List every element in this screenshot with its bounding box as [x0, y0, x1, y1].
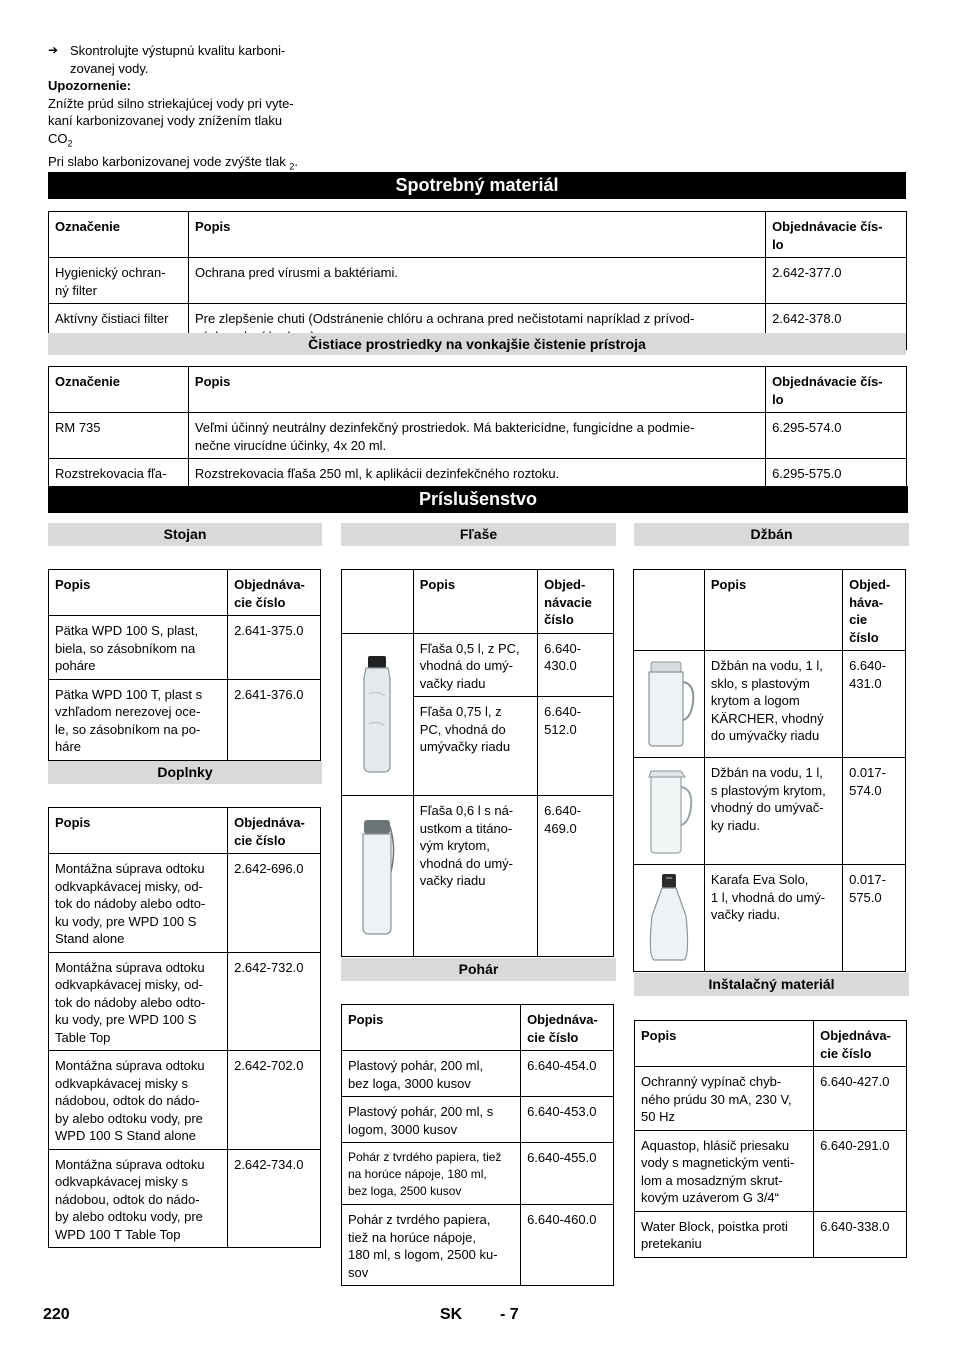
cell-order-number: 6.640- 431.0: [843, 651, 906, 758]
cell-order-number: 6.640-460.0: [521, 1205, 614, 1286]
cell-description: Ochrana pred vírusmi a baktériami.: [188, 258, 765, 304]
table-header: [49, 570, 321, 616]
supplements-table: [48, 807, 321, 1248]
cell-order-number: 2.642-378.0: [766, 304, 907, 350]
table-row: [635, 1067, 907, 1131]
bottle-image-cell: [342, 633, 414, 796]
cell-description: Fľaša 0,75 l, z PC, vhodná do umývačky riadu: [413, 697, 537, 796]
bottles-table: [341, 569, 614, 957]
cell-description: Montážna súprava odtoku odkvapkávacej misky, od- tok do nádoby alebo odto- ku vody, pre WPD 100 S Table Top: [49, 952, 228, 1051]
table-header: [49, 808, 321, 854]
cell-name: Hygienický ochran- ný filter: [49, 258, 189, 304]
cell-description: Montážna súprava odtoku odkvapkávacej misky, od- tok do nádoby alebo odto- ku vody, pre WPD 100 S Stand alone: [49, 854, 228, 953]
cups-table: [341, 1004, 614, 1286]
table-row: [49, 952, 321, 1051]
cell-order-number: 6.640- 430.0: [538, 633, 614, 697]
table-header: [49, 212, 907, 258]
cell-order-number: 2.642-696.0: [228, 854, 321, 953]
cell-description: Water Block, poistka proti pretekaniu: [635, 1211, 814, 1257]
col-header: Objednáva- cie číslo: [814, 1021, 907, 1067]
table-row: [49, 679, 321, 760]
cell-order-number: 0.017- 575.0: [843, 865, 906, 972]
stand-title: Stojan: [48, 523, 322, 546]
cell-order-number: 6.640-291.0: [814, 1130, 907, 1211]
table-row: [342, 1097, 614, 1143]
bottle-image-cell: [342, 796, 414, 957]
note-co2: $CO_2$: [48, 130, 73, 149]
col-header: Označenie: [49, 212, 189, 258]
table-row: [342, 796, 614, 957]
table-header: [635, 1021, 907, 1067]
table-row: [342, 1205, 614, 1286]
cell-order-number: 6.640-427.0: [814, 1067, 907, 1131]
col-header: Popis: [635, 1021, 814, 1067]
cups-title: Pohár: [341, 958, 616, 981]
table-row: [49, 616, 321, 680]
col-header: Popis: [49, 570, 228, 616]
table-header: [342, 1005, 614, 1051]
col-header: Objednáva- cie číslo: [228, 570, 321, 616]
cell-description: Veľmi účinný neutrálny dezinfekčný prostriedok. Má baktericídne, fungicídne a podmie- nečne virucídne účinky, 4x 20 ml.: [188, 413, 765, 459]
table-row: [634, 651, 906, 758]
col-header: Popis: [413, 570, 537, 634]
table-row: [49, 413, 907, 459]
jugs-table: [633, 569, 906, 972]
col-header: Objednáva- cie číslo: [228, 808, 321, 854]
cell-description: Pätka WPD 100 T, plast s vzhľadom nerezovej oce- le, so zásobníkom na po- háre: [49, 679, 228, 760]
col-header-image: [342, 570, 414, 634]
cleaning-agents-table: [48, 366, 907, 505]
water-bottle-icon: [355, 816, 399, 936]
arrow-right-icon: ➔: [48, 43, 59, 57]
cell-description: Pohár z tvrdého papiera, tiež na horúce nápoje, 180 ml, bez loga, 2500 kusov: [342, 1143, 521, 1205]
table-row: [634, 758, 906, 865]
plastic-lid-jug-icon: [641, 765, 697, 857]
cell-order-number: 6.640-455.0: [521, 1143, 614, 1205]
accessories-title: Príslušenstvo: [48, 486, 908, 513]
table-row: [49, 258, 907, 304]
table-header: [49, 367, 907, 413]
glass-jug-icon: [641, 658, 697, 750]
cell-description: Aquastop, hlásič priesaku vody s magnetickým venti- lom a mosadzným skrut- kovým uzáverom G 3/4“: [635, 1130, 814, 1211]
cell-order-number: 6.640-453.0: [521, 1097, 614, 1143]
note-label: Upozornenie:: [48, 78, 132, 93]
table-row: [635, 1211, 907, 1257]
cell-order-number: 6.295-574.0: [766, 413, 907, 459]
cell-order-number: 6.295-575.0: [766, 459, 907, 505]
table-row: [342, 1051, 614, 1097]
cell-order-number: 2.641-376.0: [228, 679, 321, 760]
cell-description: Pre zlepšenie chuti (Odstránenie chlóru a ochrana pred nečistotami napríklad z prívod-: [188, 304, 765, 350]
note-line-2: kaní karbonizovanej vody znížením tlaku: [48, 113, 283, 128]
col-header: Popis: [342, 1005, 521, 1051]
jug-image-cell: [634, 651, 705, 758]
col-header: Objednáva- cie číslo: [521, 1005, 614, 1051]
language-code: SK: [440, 1306, 463, 1323]
col-header: Objed- návacie číslo: [538, 570, 614, 634]
cell-description: Ochranný vypínač chyb- ného prúdu 30 mA, 230 V, 50 Hz: [635, 1067, 814, 1131]
col-header: Označenie: [49, 367, 189, 413]
table-header: [342, 570, 614, 634]
cell-description: Montážna súprava odtoku odkvapkávacej misky s nádobou, odtok do nádo- by alebo odtoku vody, pre WPD 100 T Table Top: [49, 1149, 228, 1248]
cell-description: Plastový pohár, 200 ml, bez loga, 3000 kusov: [342, 1051, 521, 1097]
page-number: 220: [43, 1306, 70, 1323]
cell-description: Pätka WPD 100 S, plast, biela, so zásobníkom na poháre: [49, 616, 228, 680]
table-row: [634, 865, 906, 972]
cell-order-number: 2.641-375.0: [228, 616, 321, 680]
cell-description: Fľaša 0,5 l, z PC, vhodná do umý- vačky riadu: [413, 633, 537, 697]
table-row: [635, 1130, 907, 1211]
col-header: Objednávacie čís- lo: [766, 212, 907, 258]
sub-page-number: - 7: [500, 1306, 519, 1323]
cell-order-number: 2.642-377.0: [766, 258, 907, 304]
cell-description: Karafa Eva Solo, 1 l, vhodná do umý- vačky riadu.: [704, 865, 842, 972]
table-row: [342, 633, 614, 697]
col-header: Popis: [704, 570, 842, 651]
table-row: [49, 1051, 321, 1150]
cell-name: Aktívny čistiaci filter: [49, 304, 189, 350]
carafe-image-cell: [634, 865, 705, 972]
table-row: [49, 854, 321, 953]
table-header: [634, 570, 906, 651]
cleaning-agents-title: Čistiace prostriedky na vonkajšie čistenie prístroja: [48, 333, 906, 355]
cell-description: Montážna súprava odtoku odkvapkávacej misky s nádobou, odtok do nádo- by alebo odtoku vody, pre WPD 100 S Stand alone: [49, 1051, 228, 1150]
cell-description: Pohár z tvrdého papiera, tiež na horúce nápoje, 180 ml, s logom, 2500 ku- sov: [342, 1205, 521, 1286]
intro-block: [48, 42, 328, 176]
supplements-title: Doplnky: [48, 761, 322, 784]
cell-order-number: 6.640-338.0: [814, 1211, 907, 1257]
cell-order-number: 2.642-734.0: [228, 1149, 321, 1248]
col-header: Popis: [49, 808, 228, 854]
cell-description: Džbán na vodu, 1 l, s plastovým krytom, vhodný do umývač- ky riadu.: [704, 758, 842, 865]
cell-description: Džbán na vodu, 1 l, sklo, s plastovým krytom a logom KÄRCHER, vhodný do umývačky riadu: [704, 651, 842, 758]
cell-order-number: 6.640- 512.0: [538, 697, 614, 796]
instruction-text: Skontrolujte výstupnú kvalitu karboni- zovanej vody.: [70, 43, 286, 76]
col-header: Objednávacie čís- lo: [766, 367, 907, 413]
cell-description: Fľaša 0,6 l s ná- ustkom a titáno- vým krytom, vhodná do umý- vačky riadu: [413, 796, 537, 957]
instruction-step: [48, 42, 328, 77]
table-row: [342, 1143, 614, 1205]
cell-order-number: 6.640- 469.0: [538, 796, 614, 957]
bottles-title: Fľaše: [341, 523, 616, 546]
consumables-table: [48, 211, 907, 350]
col-header: Popis: [188, 367, 765, 413]
carafe-icon: [644, 872, 694, 964]
jug-image-cell: [634, 758, 705, 865]
stand-table: [48, 569, 321, 761]
col-header: Popis: [188, 212, 765, 258]
cell-description: Rozstrekovacia fľaša 250 ml, k aplikácii dezinfekčného roztoku.: [188, 459, 765, 505]
installation-table: [634, 1020, 907, 1258]
cell-order-number: 6.640-454.0: [521, 1051, 614, 1097]
col-header: Objed- háva- cie číslo: [843, 570, 906, 651]
installation-title: Inštalačný materiál: [634, 973, 909, 996]
cell-order-number: 2.642-702.0: [228, 1051, 321, 1150]
cell-order-number: 2.642-732.0: [228, 952, 321, 1051]
table-row: [49, 1149, 321, 1248]
consumables-title: Spotrebný materiál: [48, 172, 906, 199]
note-last: Pri slabo karbonizovanej vode zvýšte tlak $_2$.: [48, 153, 298, 172]
cell-name: Rozstrekovacia fľa-: [49, 459, 189, 505]
water-bottle-icon: [357, 654, 397, 774]
cell-description: Plastový pohár, 200 ml, s logom, 3000 kusov: [342, 1097, 521, 1143]
cell-name: RM 735: [49, 413, 189, 459]
col-header-image: [634, 570, 705, 651]
jugs-title: Džbán: [634, 523, 909, 546]
note-line-1: Znížte prúd silno striekajúcej vody pri vyte-: [48, 95, 294, 111]
cell-order-number: 0.017- 574.0: [843, 758, 906, 865]
